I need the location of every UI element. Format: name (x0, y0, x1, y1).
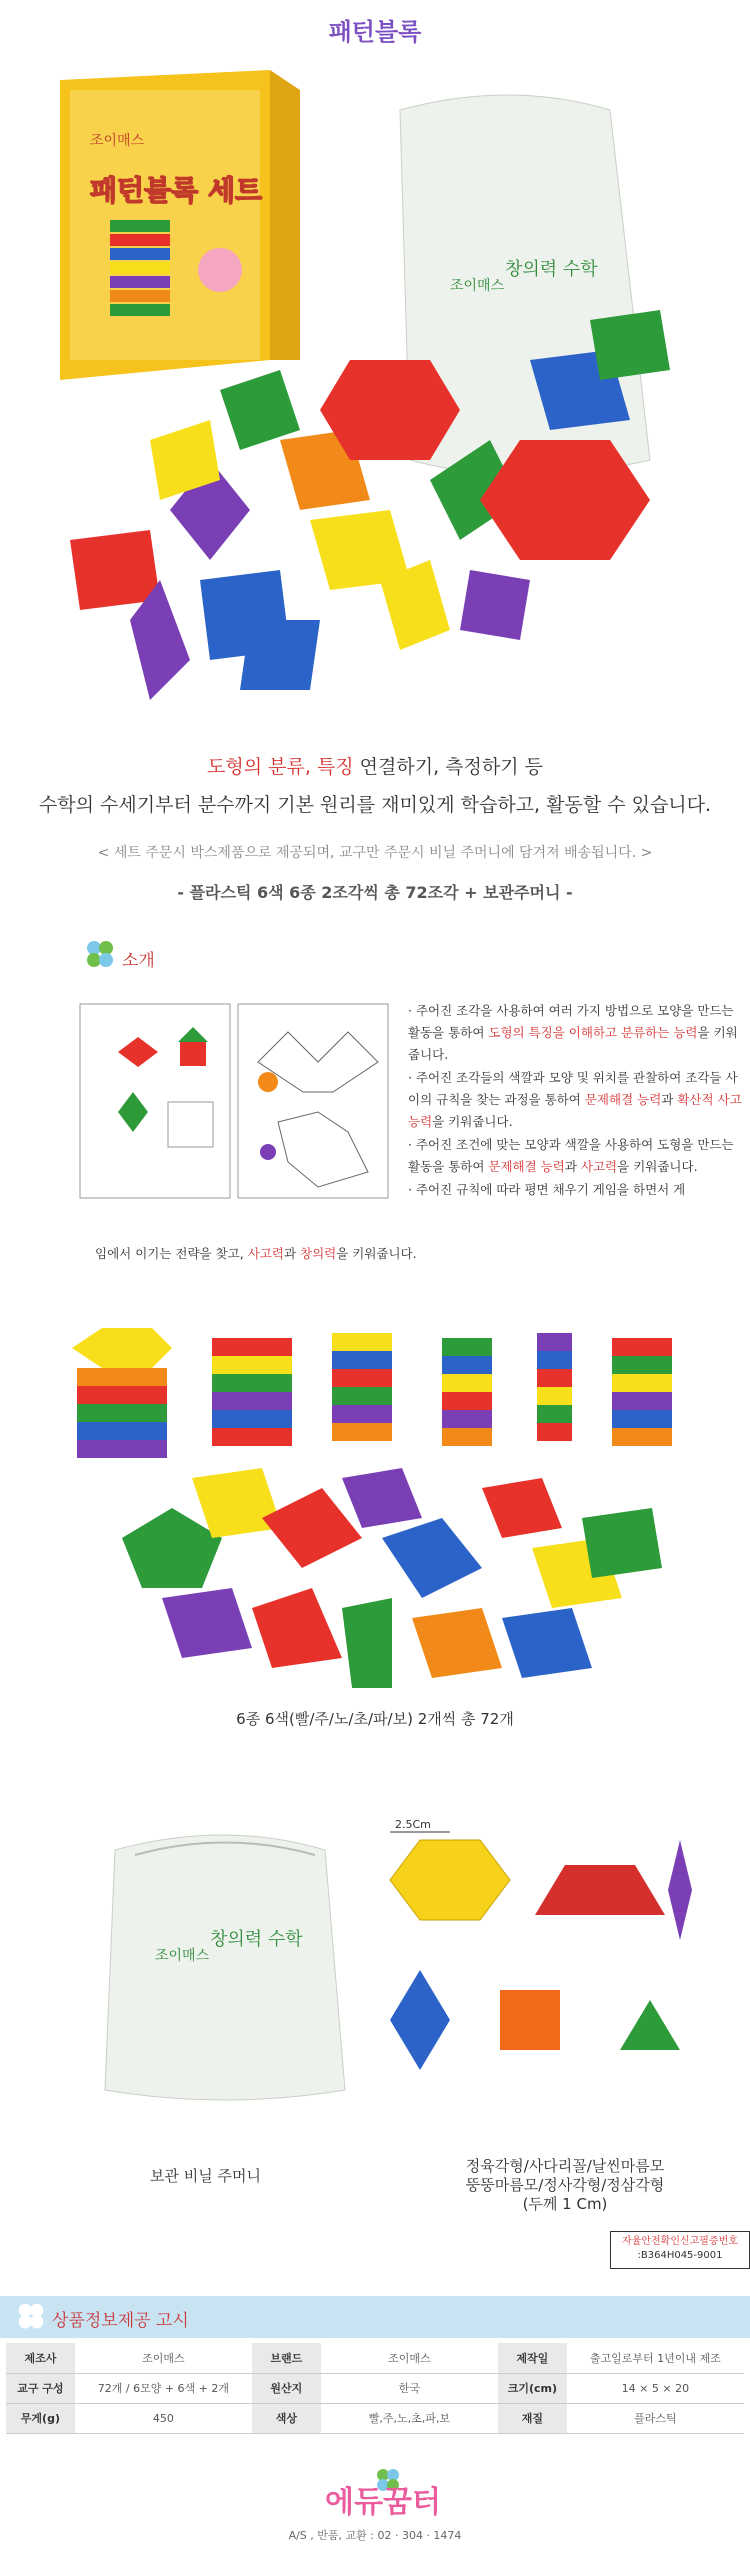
table-row: 무게(g) 450 색상 빨,주,노,초,파,보 재질 플라스틱 (6, 2403, 744, 2433)
square-shape (500, 1990, 560, 2050)
trapezoid-stack (212, 1338, 292, 1446)
lead-highlight: 도형의 분류, 특징 (207, 756, 354, 778)
thin-rhombus-stack (612, 1338, 672, 1446)
box-title: 패턴블록 세트 (90, 174, 263, 207)
lead-rest: 연결하기, 측정하기 등 (353, 756, 543, 778)
square-stack (442, 1338, 492, 1446)
workbook-pages-image (78, 1002, 403, 1200)
triangle-stack (537, 1333, 572, 1441)
product-info-title: 상품정보제공 고시 (52, 2311, 189, 2331)
hexagon-stack (72, 1328, 172, 1458)
stacks-caption: 6종 6색(빨/주/노/초/파/보) 2개씩 총 72개 (236, 1710, 514, 1728)
triangle-shape (620, 2000, 680, 2050)
block-stacks-image (62, 1318, 690, 1708)
intro-bullet: · 주어진 조건에 맞는 모양과 색깔을 사용하여 도형을 만드는 활동을 통하여 문제해결 능력과 사고력을 키워줍니다. (408, 1137, 734, 1174)
bag-brand: 조이매스 (450, 278, 505, 294)
clover-icon (12, 2298, 50, 2336)
box-brand: 조이매스 (90, 133, 145, 149)
intro-bullet: · 주어진 조각들의 색깔과 모양 및 위치를 관찰하여 조각들 사이의 규칙을 찾는 과정을 통하여 문제해결 능력과 확산적 사고 능력을 키워줍니다. (408, 1070, 742, 1129)
intro-bullet: · 주어진 조각을 사용하여 여러 가지 방법으로 모양을 만드는 활동을 통하여 도형의 특징을 이해하고 분류하는 능력을 키워줍니다. (408, 1003, 738, 1062)
intro-heading: 소개 (122, 951, 155, 971)
page-title: 패턴블록 (328, 18, 422, 46)
dimension-label: 2.5Cm (395, 1820, 431, 1831)
scattered-blocks (122, 1468, 662, 1688)
edukkumteo-logo (278, 2460, 488, 2520)
shipping-note: < 세트 주문시 박스제품으로 제공되며, 교구만 주문시 비닐 주머니에 담겨져 배송됩니다. > (97, 845, 653, 861)
safety-cert-badge: 자율안전확인신고필증번호 :B364H045-9001 (610, 2231, 750, 2269)
intro-bullet: · 주어진 규칙에 따라 평면 채우기 게임을 하면서 게 (408, 1182, 686, 1197)
rhombus-stack (332, 1333, 392, 1441)
product-box (60, 70, 300, 380)
bag2-title: 창의력 수학 (210, 1929, 303, 1950)
product-info-table (6, 2343, 744, 2434)
lead-line-2: 수학의 수세기부터 분수까지 기본 원리를 재미있게 학습하고, 활동할 수 있습니다. (38, 794, 712, 816)
lead-line-1 (0, 752, 750, 779)
thin-rhombus-shape (668, 1840, 692, 1940)
contact-info: A/S , 반품, 교환 : 02 · 304 · 1474 (288, 2529, 462, 2542)
fat-rhombus-shape (390, 1970, 450, 2070)
bag-title: 창의력 수학 (505, 259, 598, 280)
intro-last-line: 임에서 이기는 전략을 찾고, 사고력과 창의력을 키워줍니다. (95, 1246, 417, 1261)
set-summary: - 플라스틱 6색 6종 2조각씩 총 72조각 + 보관주머니 - (177, 883, 573, 902)
bag2-brand: 조이매스 (155, 1948, 210, 1964)
bag-caption: 보관 비닐 주머니 (150, 2167, 261, 2185)
product-hero-image (50, 60, 700, 730)
hexagon-shape (390, 1840, 510, 1920)
table-row: 제조사 조이매스 브랜드 조이매스 제작일 출고일로부터 1년이내 제조 (6, 2343, 744, 2373)
trapezoid-shape (535, 1865, 665, 1915)
clover-icon (80, 936, 120, 976)
intro-bullets (408, 1000, 743, 1202)
logo-text: 에듀꿈터 (325, 2485, 441, 2520)
shapes-caption: 정육각형/사다리꼴/날씬마름모 뚱뚱마름모/정사각형/정삼각형 (두께 1 Cm) (465, 2157, 665, 2213)
block-shapes-diagram (370, 1820, 700, 2110)
table-row: 교구 구성 72개 / 6모양 + 6색 + 2개 원산지 한국 크기(cm) 14 × 5 × 20 (6, 2373, 744, 2403)
storage-bag-image (95, 1810, 355, 2110)
